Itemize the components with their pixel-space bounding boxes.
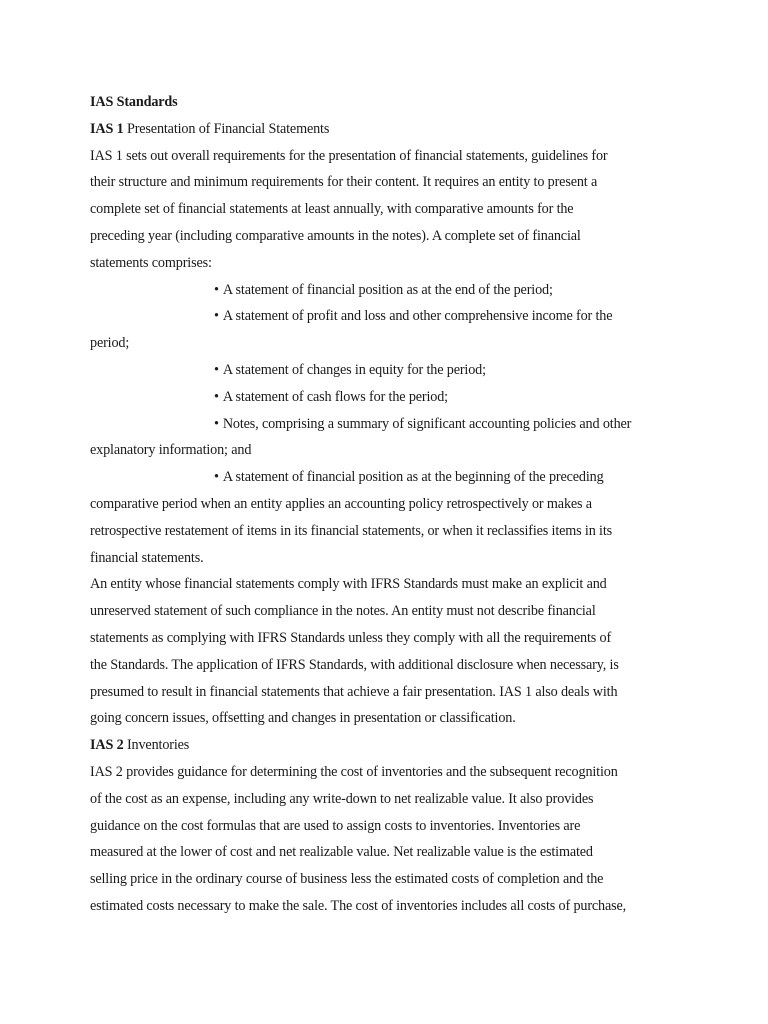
- paragraph-line: An entity whose financial statements comply with IFRS Standards must make an explicit and: [90, 576, 607, 593]
- ias1-intro: [90, 143, 684, 277]
- list-item-continuation: financial statements.: [90, 549, 204, 566]
- ias1-code: IAS 1: [90, 120, 124, 137]
- list-item-text: A statement of profit and loss and other comprehensive income for the: [222, 308, 613, 325]
- paragraph-line: preceding year (including comparative amounts in the notes). A complete set of financial: [90, 227, 581, 244]
- list-item-continuation: period;: [90, 335, 130, 352]
- list-item-first-line: [90, 357, 684, 384]
- bullet-icon: •: [214, 469, 219, 486]
- list-item-continuation: comparative period when an entity applies an accounting policy retrospectively or makes a: [90, 495, 592, 512]
- document-title: IAS Standards: [90, 94, 178, 110]
- ias2-paragraph: [90, 759, 684, 920]
- bullet-icon: •: [214, 281, 219, 298]
- paragraph-line: complete set of financial statements at least annually, with comparative amounts for the: [90, 201, 574, 218]
- list-item-text: A statement of changes in equity for the period;: [222, 361, 486, 378]
- list-item: [90, 411, 684, 465]
- bullet-icon: •: [214, 388, 219, 405]
- list-item: [90, 277, 684, 304]
- paragraph-line: going concern issues, offsetting and changes in presentation or classification.: [90, 710, 516, 727]
- paragraph-line: the Standards. The application of IFRS Standards, with additional disclosure when necessary, is: [90, 656, 619, 673]
- paragraph-line: guidance on the cost formulas that are used to assign costs to inventories. Inventories are: [90, 817, 581, 834]
- paragraph-line: measured at the lower of cost and net realizable value. Net realizable value is the estimated: [90, 844, 593, 861]
- ias1-heading: [90, 116, 684, 143]
- list-item-text: Notes, comprising a summary of significant accounting policies and other: [222, 415, 632, 432]
- paragraph-line: their structure and minimum requirements for their content. It requires an entity to present a: [90, 174, 598, 191]
- list-item: [90, 303, 684, 357]
- paragraph-line: statements comprises:: [90, 254, 212, 271]
- list-item-continuation: retrospective restatement of items in its financial statements, or when it reclassifies items in its: [90, 522, 613, 539]
- list-item-first-line: [90, 384, 684, 411]
- document-page: [90, 89, 684, 920]
- list-item: [90, 384, 684, 411]
- paragraph-line: presumed to result in financial statements that achieve a fair presentation. IAS 1 also deals with: [90, 683, 618, 700]
- paragraph-line: statements as complying with IFRS Standards unless they comply with all the requirements of: [90, 629, 612, 646]
- paragraph-line: of the cost as an expense, including any write-down to net realizable value. It also provides: [90, 790, 594, 807]
- list-item-text: A statement of cash flows for the period;: [222, 388, 448, 405]
- list-item-first-line: [90, 411, 684, 438]
- ias2-heading: [90, 732, 684, 759]
- paragraph-line: selling price in the ordinary course of business less the estimated costs of completion and the: [90, 871, 604, 888]
- paragraph-line: unreserved statement of such compliance in the notes. An entity must not describe financial: [90, 603, 596, 620]
- list-item-text: A statement of financial position as at the end of the period;: [222, 281, 553, 298]
- list-item-first-line: [90, 277, 684, 304]
- ias2-name: Inventories: [126, 737, 190, 754]
- ias2-code: IAS 2: [90, 737, 124, 754]
- list-item: [90, 357, 684, 384]
- paragraph-line: IAS 1 sets out overall requirements for the presentation of financial statements, guidelines for: [90, 147, 608, 164]
- bullet-icon: •: [214, 415, 219, 432]
- list-item-text: A statement of financial position as at the beginning of the preceding: [222, 469, 604, 486]
- bullet-icon: •: [214, 308, 219, 325]
- ias1-compliance-paragraph: [90, 571, 684, 732]
- ias1-bullet-list: [90, 277, 684, 572]
- list-item: [90, 464, 684, 571]
- ias1-name: Presentation of Financial Statements: [126, 120, 330, 137]
- list-item-first-line: [90, 464, 684, 491]
- list-item-first-line: [90, 303, 684, 330]
- paragraph-line: IAS 2 provides guidance for determining the cost of inventories and the subsequent recognition: [90, 763, 618, 780]
- list-item-continuation: explanatory information; and: [90, 442, 252, 459]
- paragraph-line: estimated costs necessary to make the sale. The cost of inventories includes all costs of purchase,: [90, 897, 627, 914]
- bullet-icon: •: [214, 361, 219, 378]
